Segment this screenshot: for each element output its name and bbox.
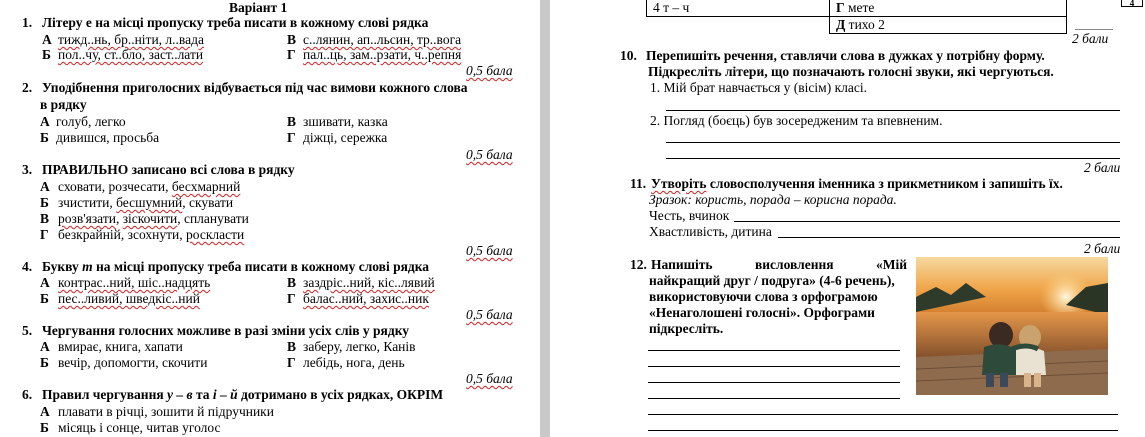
- option-letter-g: Г: [287, 355, 296, 370]
- table-cell: [830, 17, 1067, 34]
- question-text: ПРАВИЛЬНО записано всі слова в рядку: [42, 162, 295, 177]
- question-letters: у – в: [167, 387, 193, 402]
- option-b-text: пес..ливий, шведкіс..ний: [58, 291, 200, 306]
- option-v-text: зшивати, казка: [303, 114, 388, 129]
- table-letter: Г: [836, 0, 845, 15]
- option-b-text: місяць і сонце, читав уголос: [58, 420, 221, 435]
- sunset-photo: [916, 257, 1108, 395]
- option-b-part: зчистити,: [58, 195, 117, 210]
- option-a-part: сховати, розчесати,: [58, 179, 172, 194]
- option-a-text: контрас..ний, шіс..надцять: [58, 275, 211, 290]
- option-v-text: заберу, легко, Канів: [303, 339, 416, 354]
- option-letter-v: В: [287, 114, 297, 129]
- question-number: 11.: [630, 176, 647, 191]
- question-number: 12.: [630, 257, 647, 272]
- question-number: 6.: [22, 387, 33, 402]
- sample-text: Зразок: користь, порада – корисна порада.: [649, 192, 897, 207]
- question-text-line2: в рядку: [40, 97, 87, 112]
- question-number: 10.: [620, 48, 637, 63]
- option-letter-a: А: [40, 339, 50, 354]
- question-text: [651, 176, 1063, 191]
- question-text-part: на місці пропуску треба писати в кожному слові рядка: [92, 259, 430, 274]
- left-page: [0, 0, 540, 437]
- option-g-text: балас..ний, захис..ник: [303, 291, 429, 306]
- question-text-line1: Напишіть висловлення «Мій: [651, 257, 907, 272]
- option-g-text: [58, 227, 244, 242]
- table-row: [647, 0, 1067, 17]
- score-label: 0,5 бала: [466, 243, 513, 258]
- table-cell-text: тихо 2: [845, 17, 885, 32]
- question-text-line2: Підкресліть літери, що позначають голосні звуки, які чергуються.: [648, 64, 1054, 79]
- option-letter-v: В: [40, 211, 50, 226]
- answer-line[interactable]: [648, 398, 900, 399]
- boy-head: [989, 322, 1013, 348]
- table-cell-text: мете: [844, 0, 875, 15]
- question-number: 5.: [22, 323, 33, 338]
- page-number-box: 4: [1121, 0, 1143, 7]
- score-label: 2 бали: [1084, 160, 1121, 175]
- option-letter-g: Г: [287, 291, 296, 306]
- option-v-text: с..лянин, ап..льсин, тр..вога: [303, 32, 462, 47]
- answer-line[interactable]: [666, 142, 1120, 143]
- question-number: 2.: [22, 80, 33, 95]
- variant-title: Варіант 1: [229, 0, 288, 15]
- question-text-part: Правил чергування: [42, 387, 168, 402]
- answer-line[interactable]: [666, 110, 1120, 111]
- score-label: 0,5 бала: [466, 371, 513, 386]
- option-a-text: [58, 179, 240, 194]
- option-a-text: голуб, легко: [56, 114, 126, 129]
- option-letter-a: А: [42, 32, 52, 47]
- misspelled-word: бесхмарний: [171, 179, 241, 194]
- phrase-item: Честь, вчинок: [649, 208, 730, 223]
- question-text-part: дотримано в усіх рядках, ОКРІМ: [237, 387, 444, 402]
- score-label: 0,5 бала: [466, 63, 513, 78]
- score-label: 0,5 бала: [466, 147, 513, 162]
- table-row: [647, 17, 1067, 34]
- question-text-line3: використовуючи слова з орфограмою: [649, 289, 878, 304]
- table-cell-text: 4 т – ч: [653, 0, 690, 15]
- right-page: [550, 0, 1145, 437]
- question-number: 1.: [22, 15, 33, 30]
- cell-edge: [1075, 29, 1113, 30]
- girl-leg: [1024, 373, 1031, 387]
- score-label: 2 бали: [1072, 31, 1109, 46]
- option-letter-b: Б: [40, 130, 49, 145]
- answer-line[interactable]: [648, 414, 1118, 415]
- question-text-part: та: [192, 387, 213, 402]
- option-letter-b: Б: [40, 195, 49, 210]
- option-letter-b: Б: [40, 291, 49, 306]
- boy-leg: [1000, 373, 1008, 387]
- question-letters: і – й: [212, 387, 238, 402]
- option-v-text: [58, 211, 249, 226]
- table-cell: [647, 17, 830, 34]
- question-text-line2: найкращий друг / подруга» (4-6 речень),: [649, 273, 895, 288]
- misspelled-word: роскласти: [186, 227, 245, 242]
- question-letter: т: [82, 259, 93, 274]
- boy-leg: [986, 373, 994, 387]
- option-letter-b: Б: [40, 355, 49, 370]
- option-letter-g: Г: [287, 130, 296, 145]
- table-letter: Д: [836, 17, 846, 32]
- misspelled-word: бесшумний: [116, 195, 183, 210]
- misspelled-word: зіскочити: [122, 211, 178, 226]
- option-letter-v: В: [287, 275, 297, 290]
- question-text: Літеру е на місці пропуску треба писати в кожному слові рядка: [42, 15, 429, 30]
- question-text: [42, 259, 429, 274]
- option-v-text: заздріс..ний, кіс..лявий: [303, 275, 435, 290]
- answer-line[interactable]: [648, 366, 900, 367]
- misspelled-word: розв'язати: [58, 211, 116, 226]
- sentence-item: 1. Мій брат навчається у (вісім) класі.: [650, 80, 867, 95]
- question-text: Чергування голосних можливе в разі зміни усіх слів у рядку: [42, 323, 410, 338]
- phrase-item: Хвастливість, дитина: [649, 224, 772, 239]
- page-gutter: [540, 0, 550, 437]
- option-g-text: діжці, сережка: [303, 130, 388, 145]
- option-a-text: плавати в річці, зошити й підручники: [58, 404, 274, 419]
- option-a-text: вмирає, книга, хапати: [58, 339, 183, 354]
- answer-line[interactable]: [648, 430, 1118, 431]
- answer-line[interactable]: [666, 158, 1120, 159]
- option-b-text: пол..чу, ст..бло, заст..лати: [58, 47, 204, 62]
- question-text-part: словосполучення іменника з прикметником і запишіть їх.: [706, 176, 1063, 191]
- option-g-part: безкрайній, зсохнути,: [58, 227, 186, 242]
- question-text-line1: Перепишіть речення, ставлячи слова в дужках у потрібну форму.: [646, 48, 1045, 63]
- score-label: 2 бали: [1084, 241, 1121, 256]
- option-letter-a: А: [40, 179, 50, 194]
- option-letter-v: В: [287, 32, 297, 47]
- matching-table: [646, 0, 1067, 34]
- option-a-text: тижд..нь, бр..ніти, л..вада: [58, 32, 204, 47]
- illustration-children-sunset: [916, 257, 1108, 395]
- sentence-item: 2. Погляд (боєць) був зосередженим та впевненим.: [650, 113, 943, 128]
- option-v-part: ,: [115, 211, 123, 226]
- option-b-text: [58, 195, 233, 210]
- option-b-text: дивишся, просьба: [56, 130, 160, 145]
- question-text-line4: «Ненаголошені голосні». Орфограми: [649, 305, 875, 320]
- question-text-line1: Уподібнення приголосних відбувається під час вимови кожного слова: [42, 80, 468, 95]
- option-letter-g: Г: [287, 47, 296, 62]
- option-b-text: вечір, допомогти, скочити: [58, 355, 208, 370]
- option-letter-a: А: [40, 114, 50, 129]
- option-letter-b: Б: [40, 420, 49, 435]
- question-text: [42, 387, 443, 402]
- answer-line[interactable]: [648, 382, 900, 383]
- score-label: 0,5 бала: [466, 307, 513, 322]
- answer-line[interactable]: [734, 221, 1120, 222]
- option-letter-a: А: [40, 404, 50, 419]
- option-letter-b: Б: [42, 47, 51, 62]
- table-cell: [647, 0, 830, 17]
- option-v-part: , спланувати: [177, 211, 249, 226]
- option-g-text: лебідь, нога, день: [303, 355, 405, 370]
- answer-line[interactable]: [778, 237, 1120, 238]
- option-letter-a: А: [40, 275, 50, 290]
- question-number: 4.: [22, 259, 33, 274]
- option-letter-v: В: [287, 339, 297, 354]
- question-text-part: Утворіть: [651, 176, 707, 191]
- option-letter-g: Г: [40, 227, 49, 242]
- question-text-line5: підкресліть.: [649, 321, 724, 336]
- option-g-text: пал..ць, зам..рзати, ч..репня: [303, 47, 462, 62]
- girl-body: [1016, 347, 1046, 375]
- question-number: 3.: [22, 162, 33, 177]
- girl-leg: [1034, 373, 1041, 387]
- table-cell: [830, 0, 1067, 17]
- option-b-part: , скувати: [182, 195, 234, 210]
- answer-line[interactable]: [648, 350, 900, 351]
- question-text-part: Букву: [42, 259, 83, 274]
